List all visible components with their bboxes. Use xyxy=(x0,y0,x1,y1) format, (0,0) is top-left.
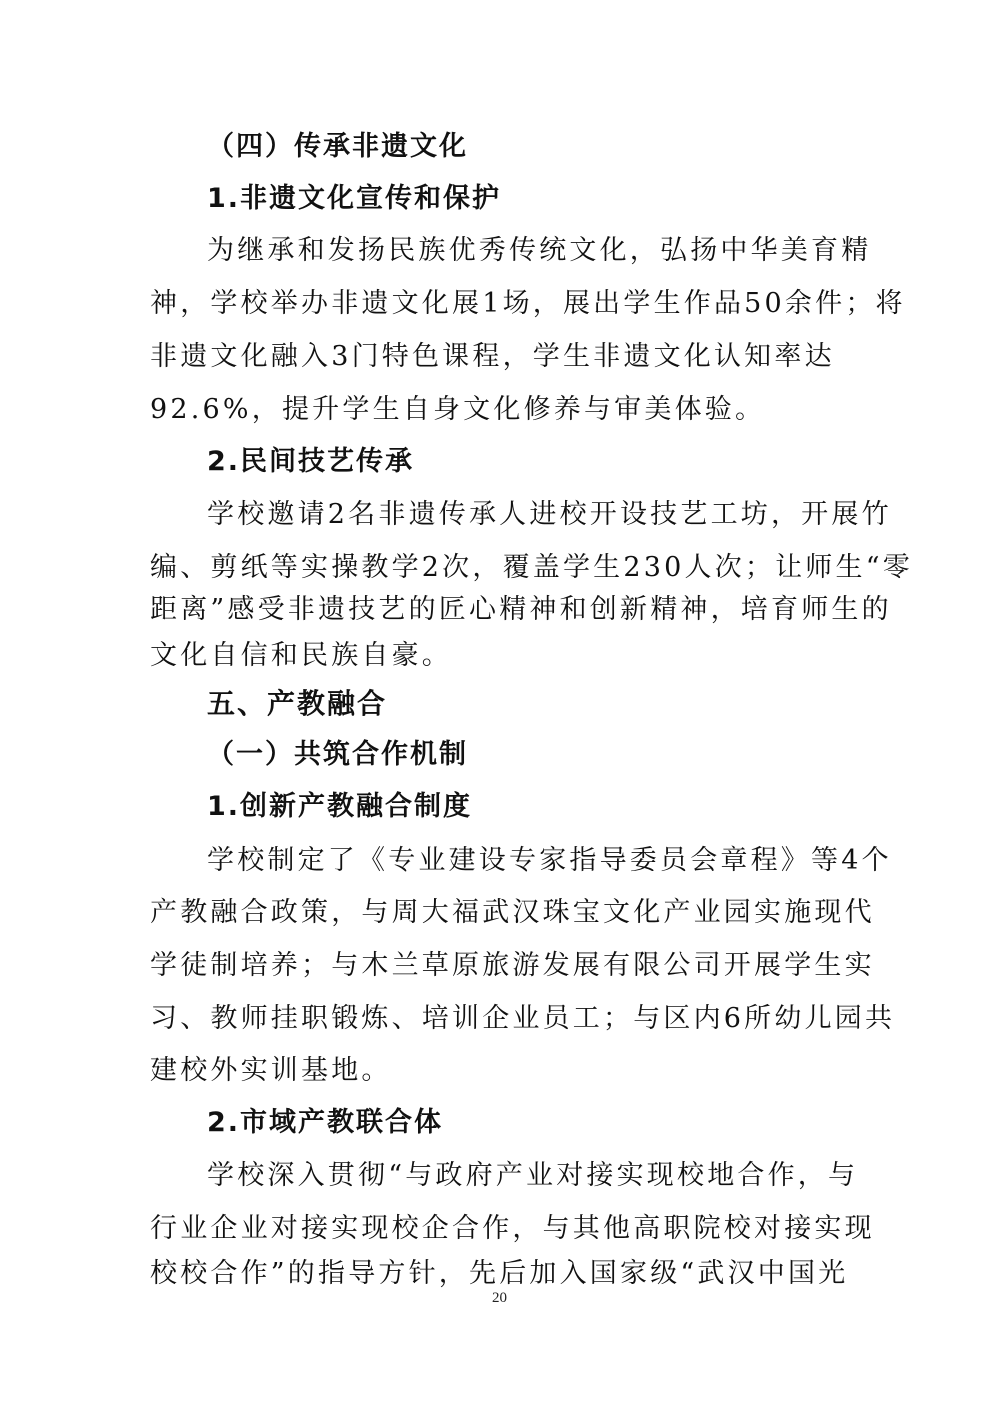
paragraph-line: 编、剪纸等实操教学2次，覆盖学生230人次；让师生“零 xyxy=(150,552,913,583)
section-heading-cooperation: （一）共筑合作机制 xyxy=(207,739,468,770)
paragraph-line: 神，学校举办非遗文化展1场，展出学生作品50余件；将 xyxy=(150,288,906,319)
paragraph-line: 建校外实训基地。 xyxy=(150,1055,392,1086)
paragraph-line: 校校合作”的指导方针，先后加入国家级“武汉中国光 xyxy=(150,1258,849,1289)
subheading-municipal-consortium: 2.市域产教联合体 xyxy=(207,1107,444,1138)
paragraph-line: 学徒制培养；与木兰草原旅游发展有限公司开展学生实 xyxy=(150,950,875,981)
paragraph-line: 文化自信和民族自豪。 xyxy=(150,640,452,671)
paragraph-line: 非遗文化融入3门特色课程，学生非遗文化认知率达 xyxy=(150,341,835,372)
subheading-folk-crafts: 2.民间技艺传承 xyxy=(207,446,415,477)
paragraph-line: 学校制定了《专业建设专家指导委员会章程》等4个 xyxy=(207,845,892,876)
paragraph-line: 92.6%，提升学生自身文化修养与审美体验。 xyxy=(150,394,766,425)
subheading-heritage-promotion: 1.非遗文化宣传和保护 xyxy=(207,183,502,214)
page-number: 20 xyxy=(492,1290,507,1306)
chapter-heading-industry-education: 五、产教融合 xyxy=(207,687,388,720)
paragraph-line: 为继承和发扬民族优秀传统文化，弘扬中华美育精 xyxy=(207,235,872,266)
paragraph-line: 距离”感受非遗技艺的匠心精神和创新精神，培育师生的 xyxy=(150,594,892,625)
paragraph-line: 学校深入贯彻“与政府产业对接实现校地合作，与 xyxy=(207,1160,859,1191)
paragraph-line: 习、教师挂职锻炼、培训企业员工；与区内6所幼儿园共 xyxy=(150,1003,896,1034)
paragraph-line: 产教融合政策，与周大福武汉珠宝文化产业园实施现代 xyxy=(150,897,875,928)
section-heading-inherit-heritage: （四）传承非遗文化 xyxy=(207,131,468,162)
paragraph-line: 行业企业对接实现校企合作，与其他高职院校对接实现 xyxy=(150,1213,875,1244)
subheading-innovation-system: 1.创新产教融合制度 xyxy=(207,791,473,822)
paragraph-line: 学校邀请2名非遗传承人进校开设技艺工坊，开展竹 xyxy=(207,499,892,530)
